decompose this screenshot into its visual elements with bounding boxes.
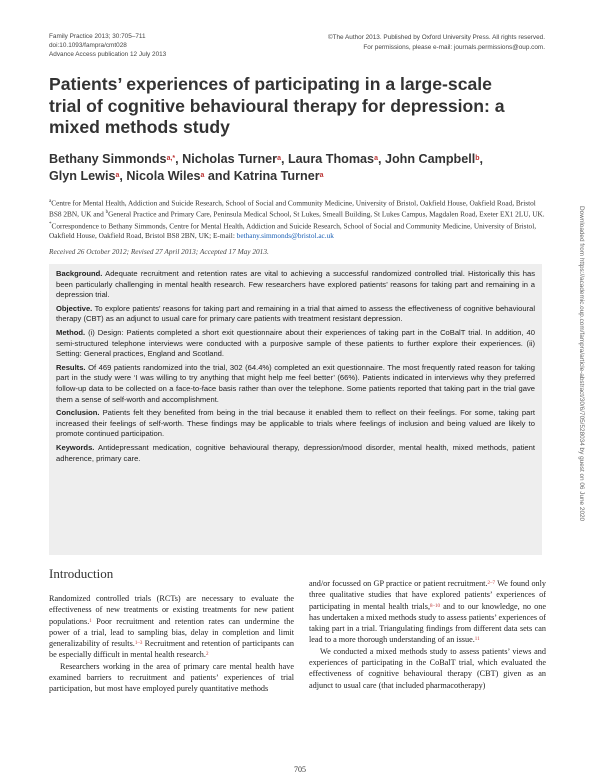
section-label: Background.	[56, 269, 103, 278]
citation-ref[interactable]: 1	[89, 618, 92, 624]
abstract-box	[49, 264, 542, 555]
author-separator: and	[204, 169, 234, 183]
section-label: Objective.	[56, 303, 93, 313]
section-label: Results.	[56, 362, 86, 372]
author: Nicola Wiles	[126, 169, 201, 183]
correspondence-text: Correspondence to Bethany Simmonds, Centre for Mental Health, Addiction and Suicide Research, School of Social and Community Medicine, University of Bristol, Oakfield House, Oakfield Road, Bristol BS8 2BN, UK; E-mail:	[49, 221, 537, 241]
author: Laura Thomas	[287, 152, 375, 166]
section-text: To explore patients’ reasons for taking part and remaining in a trial that aimed to assess the effectiveness of cognitive behavioural therapy (CBT) as an adjunct to usual care for primary care patients with treatment resistant depression.	[56, 303, 535, 324]
author-separator: ,	[119, 169, 127, 183]
citation-ref[interactable]: 2	[205, 652, 209, 658]
abstract-background	[56, 269, 535, 301]
paragraph-text: Poor recruitment and retention rates can undermine the power of a trial, lead to sampling bias, delay in completion and limit generalizability of results.	[49, 616, 294, 649]
section-text: (i) Design: Patients completed a short exit questionnaire about their experiences of taking part in the CoBalT trial. In addition, 40 semi-structured telephone interviews were conducted with a purposive sample of these patients to further explore their experiences. (ii) Setting: General practices, England and Scotland.	[56, 327, 535, 359]
citation-ref[interactable]: 8–10	[430, 603, 441, 609]
correspondence-mark: *	[49, 222, 52, 228]
paragraph-text: We found only three qualitative studies that have explored patients’ experiences of participating in mental health trials,	[309, 579, 547, 611]
body-column-left	[49, 593, 294, 695]
journal-citation: Family Practice 2013; 30:705–711	[49, 33, 146, 40]
affiliations	[49, 197, 545, 242]
doi[interactable]: doi:10.1093/fampra/cmt028	[49, 41, 127, 49]
affiliation-primary	[49, 197, 545, 219]
correspondence-email[interactable]: bethany.simmonds@bristol.ac.uk	[236, 231, 334, 241]
author-affiliation-mark: a	[115, 172, 120, 179]
author-affiliation-mark: a,*	[166, 155, 176, 162]
section-text: Of 469 patients randomized into the trial, 302 (64.4%) completed an exit questionnaire. The most frequently rated reason for taking part in the study were ‘I was willing to try anything that might help me feel better’ (66%). Patients indicated in interviews why they preferred follow-up data to be collected on a face-to-face basis rather than over the telephone. Some patients reported that taking part in the trial gave them a sense of self-worth and accomplishment.	[56, 362, 535, 404]
author-affiliation-mark: b	[475, 155, 480, 162]
page-number: 705	[294, 765, 306, 774]
permissions-notice: For permissions, please e-mail: journals.permissions@oup.com.	[363, 43, 545, 51]
section-label: Method.	[56, 327, 86, 337]
author-affiliation-mark: a	[319, 172, 324, 179]
section-text: Antidepressant medication, cognitive behavioural therapy, depression/mood disorder, mental health, mixed methods, patient adherence, primary care.	[56, 442, 535, 463]
author-affiliation-mark: a	[200, 172, 205, 179]
author-separator: ,	[175, 152, 183, 166]
section-label: Keywords.	[56, 442, 95, 452]
body-column-right	[309, 578, 546, 691]
citation-ref[interactable]: 11	[474, 637, 480, 643]
author-list	[49, 151, 549, 185]
author: John Campbell	[384, 152, 476, 166]
citation-ref[interactable]: 1–3	[134, 641, 143, 647]
section-label: Conclusion.	[56, 408, 100, 418]
author: Glyn Lewis	[49, 169, 116, 183]
copyright-notice: ©The Author 2013. Published by Oxford University Press. All rights reserved.	[327, 34, 545, 41]
author-separator: ,	[377, 152, 385, 166]
paragraph-text: Recruitment and retention of participants can be especially difficult in mental health research.	[49, 639, 294, 660]
author: Katrina Turner	[233, 169, 320, 183]
paragraph: We conducted a mixed methods study to assess patients’ views and experiences of participating in the CoBalT trial, which evaluated the effectiveness of cognitive behavioural therapy (CBT) given as an adjunct to usual care (that included pharmacotherapy)	[309, 646, 546, 690]
received-dates: Received 26 October 2012; Revised 27 April 2013; Accepted 17 May 2013.	[49, 247, 269, 256]
abstract-results	[56, 363, 535, 405]
author-affiliation-mark: a	[374, 155, 378, 162]
paragraph	[49, 593, 294, 661]
affiliation-text: Centre for Mental Health, Addiction and Suicide Research, School of Social and Community Medicine, University of Bristol, Oakfield House, Oakfield Road, Bristol BS8 2BN, UK and	[49, 198, 536, 219]
download-watermark: Downloaded from https://academic.oup.com/fampra/article-abstract/30/6/705/528034 by guest on 06 June 2020	[578, 206, 585, 522]
abstract-method	[56, 328, 535, 360]
affiliation-mark: b	[105, 210, 109, 216]
citation-ref[interactable]: 2–7	[487, 581, 496, 586]
section-text: Adequate recruitment and retention rates are vital to achieving a successful randomized controlled trial. Historically this has been particularly challenging in mental health research. Few researchers have explored patients’ reasons for taking part and remaining in a depression trial.	[56, 269, 535, 300]
affiliation-mark: a	[49, 199, 52, 204]
correspondence	[49, 220, 545, 241]
section-heading-introduction: Introduction	[49, 566, 114, 581]
article-title: Patients’ experiences of participating in a large-scale trial of cognitive behavioural therapy for depression: a mixed methods study	[49, 74, 505, 137]
author-affiliation-mark: a	[277, 155, 281, 162]
paragraph: Researchers working in the area of primary care mental health have examined barriers to recruitment and patients’ experiences of trial participation, but most have employed purely quantitative methods	[49, 661, 294, 694]
paragraph	[309, 578, 546, 646]
section-text: Patients felt they benefited from being in the trial because it enabled them to reflect on their feelings. For some, taking part increased their feelings of self-worth. These findings may be applicable to trials where feelings of inclusion and being valued are likely to promote continued participation.	[56, 408, 535, 439]
paragraph-text: and to our knowledge, no one has undertaken a mixed methods study to assess patients’ experiences of taking part in a trial. Triangulating findings from different data sets can lead to a more thorough understanding of an issue.	[309, 601, 546, 645]
author: Nicholas Turner	[182, 152, 278, 166]
abstract-conclusion	[56, 408, 535, 440]
author-separator: ,	[479, 152, 484, 166]
paragraph-text: and/or focussed on GP practice or patient recruitment.	[309, 579, 488, 588]
author-separator: ,	[280, 152, 288, 166]
advance-access: Advance Access publication 12 July 2013	[49, 50, 167, 58]
copyright-header	[328, 33, 545, 52]
paragraph-text: Randomized controlled trials (RCTs) are necessary to evaluate the effectiveness of new treatments or existing treatments for new patient populations.	[49, 594, 294, 626]
abstract-objective	[56, 304, 535, 325]
journal-header	[49, 33, 166, 59]
abstract-keywords	[56, 443, 535, 464]
affiliation-text: General Practice and Primary Care, Peninsula Medical School, St Lukes, Smeall Building, St Lukes Campus, Magdalen Road, Exeter EX1 2LU, UK.	[108, 209, 545, 219]
author: Bethany Simmonds	[49, 152, 167, 166]
